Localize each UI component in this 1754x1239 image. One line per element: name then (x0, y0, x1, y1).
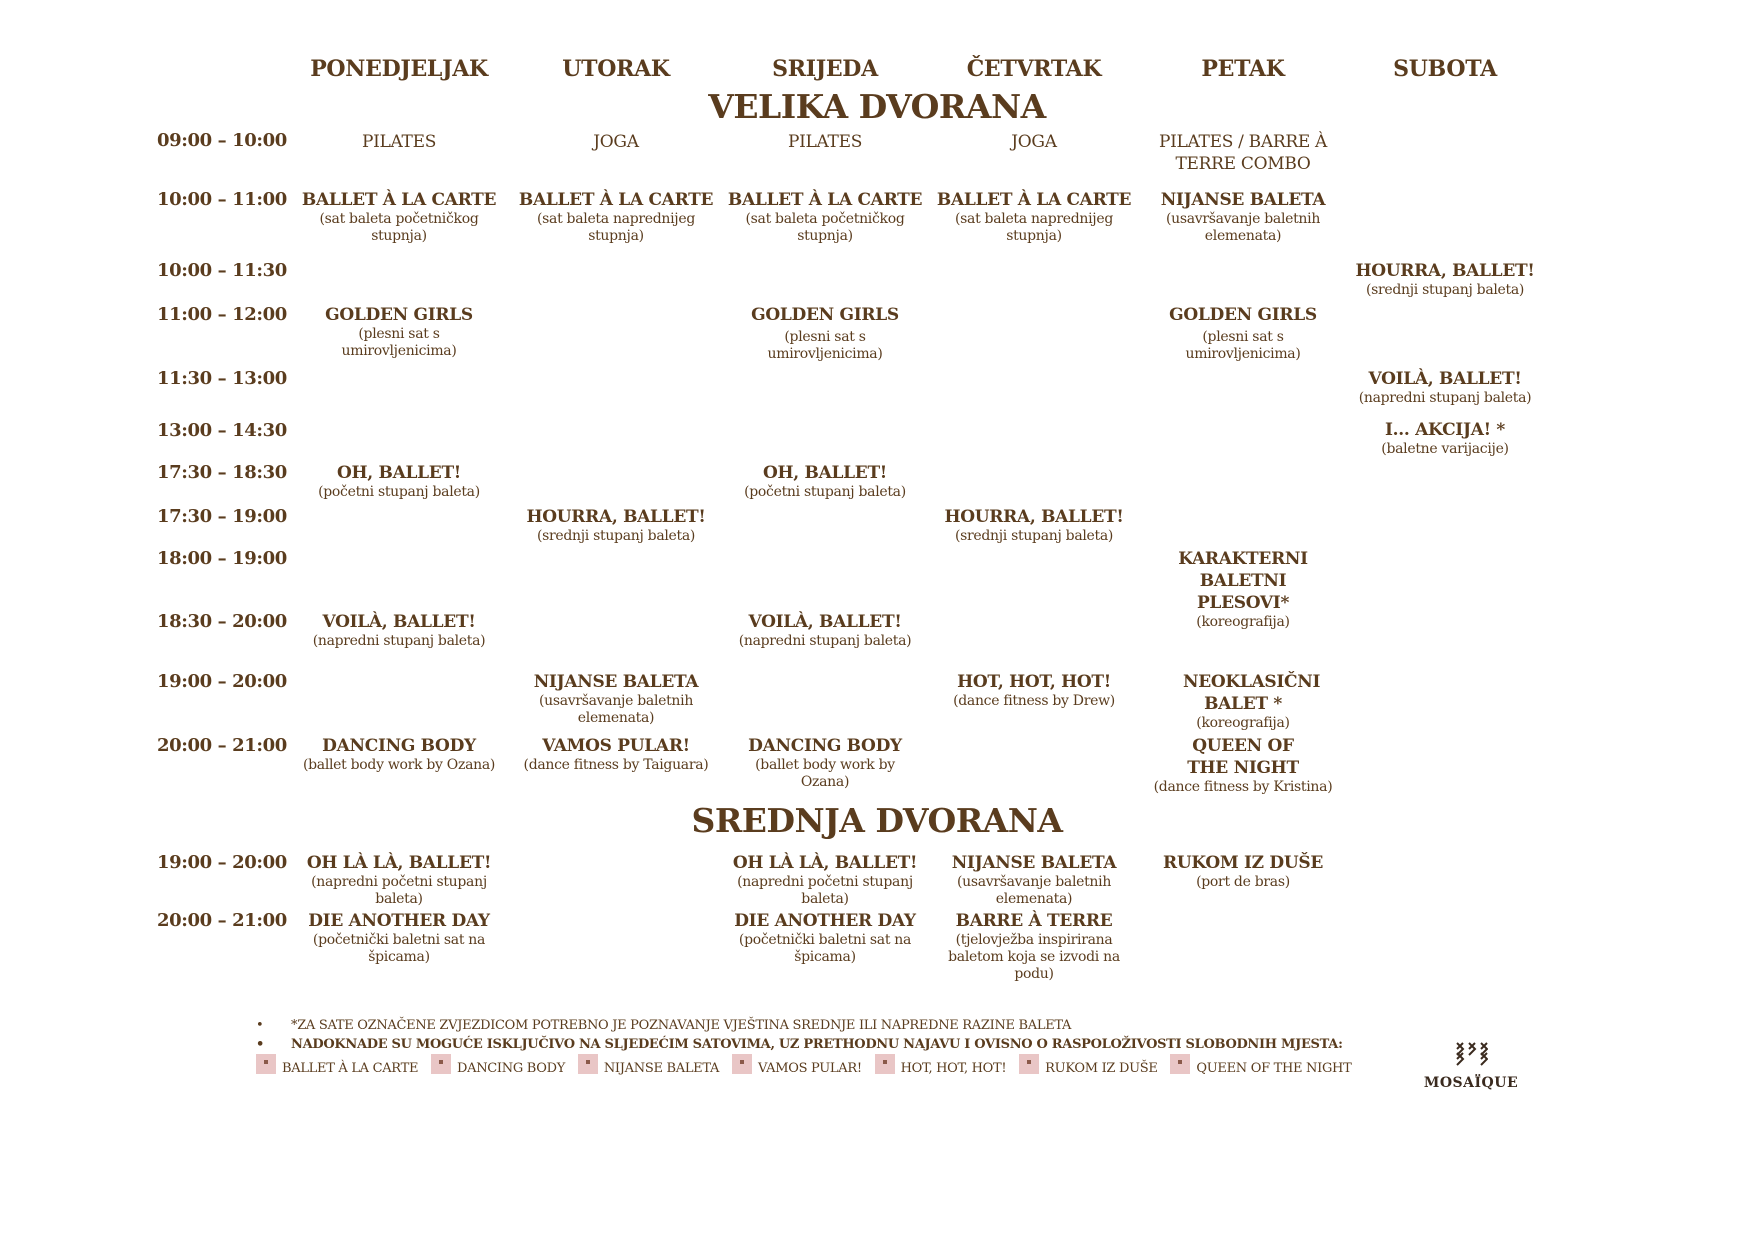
time-slot: 11:30 – 13:00 (157, 368, 287, 389)
class-cell: JOGA (593, 132, 639, 152)
class-cell: BALLET À LA CARTE (sat baleta naprednijeg stupnja) (936, 190, 1132, 244)
class-cell: PILATES (787, 132, 863, 152)
class-cell: OH LÀ LÀ, BALLET! (napredni početni stupanj baleta) (732, 853, 918, 907)
class-cell: QUEEN OF THE NIGHT (dance fitness by Kristina) (1153, 736, 1333, 795)
class-cell: BALLET À LA CARTE (sat baleta početničkog stupnja) (301, 190, 497, 244)
hall-title-velika: VELIKA DVORANA (708, 87, 1046, 126)
footnote-star: • *ZA SATE OZNAČENE ZVJEZDICOM POTREBNO JE POZNAVANJE VJEŠTINA SREDNJE ILI NAPREDNE RAZINE BALETA (256, 1018, 1072, 1033)
time-slot: 18:00 – 19:00 (157, 548, 287, 569)
hall-title-srednja: SREDNJA DVORANA (691, 801, 1063, 840)
time-slot: 20:00 – 21:00 (157, 735, 287, 756)
class-cell: DIE ANOTHER DAY (početnički baletni sat na špicama) (734, 911, 916, 965)
list-item: BALLET À LA CARTE (256, 1058, 418, 1078)
list-item: DANCING BODY (431, 1058, 565, 1078)
class-cell: VOILÀ, BALLET! (napredni stupanj baleta) (1358, 369, 1532, 406)
class-cell: BALLET À LA CARTE (sat baleta naprednijeg stupnja) (518, 190, 714, 244)
time-slot: 13:00 – 14:30 (157, 420, 287, 441)
class-cell: PILATES (361, 132, 437, 152)
mosaique-small-icon (256, 1054, 276, 1074)
class-cell: VOILÀ, BALLET! (napredni stupanj baleta) (312, 612, 486, 649)
class-cell: BARRE À TERRE (tjelovježba inspirirana baletom koja se izvodi na podu) (948, 911, 1120, 982)
class-cell: KARAKTERNI BALETNI PLESOVI* (koreografija) (1178, 549, 1308, 630)
class-cell: GOLDEN GIRLS (plesni sat s umirovljenicima) (1169, 305, 1317, 362)
class-cell: VOILÀ, BALLET! (napredni stupanj baleta) (738, 612, 912, 649)
list-item: QUEEN OF THE NIGHT (1170, 1058, 1351, 1078)
day-header-monday: PONEDJELJAK (310, 56, 488, 82)
day-header-tuesday: UTORAK (562, 56, 670, 82)
time-slot: 10:00 – 11:30 (157, 260, 287, 281)
list-item: HOT, HOT, HOT! (875, 1058, 1007, 1078)
time-slot: 17:30 – 19:00 (157, 506, 287, 527)
mosaique-small-icon (732, 1054, 752, 1074)
class-cell: OH, BALLET! (početni stupanj baleta) (318, 463, 480, 500)
class-cell: PILATES / BARRE À TERRE COMBO (1158, 132, 1328, 174)
time-slot: 09:00 – 10:00 (157, 130, 287, 151)
class-cell: BALLET À LA CARTE (sat baleta početničkog stupnja) (727, 190, 923, 244)
time-slot: 17:30 – 18:30 (157, 462, 287, 483)
class-cell: NIJANSE BALETA (usavršavanje baletnih elemenata) (951, 853, 1117, 907)
class-cell: OH, BALLET! (početni stupanj baleta) (744, 463, 906, 500)
mosaique-small-icon (1170, 1054, 1190, 1074)
mosaique-small-icon (875, 1054, 895, 1074)
class-cell: NEOKLASIČNI BALET * (koreografija) (1183, 672, 1321, 731)
brand-logo (1416, 1040, 1526, 1091)
makeup-class-list (256, 1058, 1360, 1082)
class-cell: DANCING BODY (ballet body work by Ozana) (748, 736, 902, 790)
class-cell: RUKOM IZ DUŠE (port de bras) (1163, 853, 1323, 890)
time-slot: 20:00 – 21:00 (157, 910, 287, 931)
class-cell: HOURRA, BALLET! (srednji stupanj baleta) (1355, 261, 1535, 298)
class-cell: HOT, HOT, HOT! (dance fitness by Drew) (953, 672, 1115, 709)
class-cell: NIJANSE BALETA (usavršavanje baletnih elemenata) (533, 672, 699, 726)
class-cell: HOURRA, BALLET! (srednji stupanj baleta) (526, 507, 706, 544)
day-header-saturday: SUBOTA (1393, 56, 1497, 82)
class-cell: HOURRA, BALLET! (srednji stupanj baleta) (944, 507, 1124, 544)
mosaique-small-icon (578, 1054, 598, 1074)
class-cell: GOLDEN GIRLS (plesni sat s umirovljenicima) (751, 305, 899, 362)
day-header-wednesday: SRIJEDA (772, 56, 878, 82)
class-cell: OH LÀ LÀ, BALLET! (napredni početni stupanj baleta) (306, 853, 492, 907)
mosaique-small-icon (1019, 1054, 1039, 1074)
class-cell: VAMOS PULAR! (dance fitness by Taiguara) (523, 736, 709, 773)
class-cell: JOGA (1011, 132, 1057, 152)
footnote-makeup: • NADOKNADE SU MOGUĆE ISKLJUČIVO NA SLJEDEĆIM SATOVIMA, UZ PRETHODNU NAJAVU I OVISNO O RASPOLOŽIVOSTI SLOBODNIH MJESTA: (256, 1037, 1343, 1052)
mosaique-small-icon (431, 1054, 451, 1074)
mosaique-logo-icon (1416, 1040, 1526, 1073)
class-cell: DIE ANOTHER DAY (početnički baletni sat na špicama) (308, 911, 490, 965)
time-slot: 19:00 – 20:00 (157, 852, 287, 873)
time-slot: 19:00 – 20:00 (157, 671, 287, 692)
footnotes (256, 1016, 1343, 1054)
day-header-thursday: ČETVRTAK (966, 56, 1102, 82)
day-header-friday: PETAK (1201, 56, 1285, 82)
class-cell: I... AKCIJA! * (baletne varijacije) (1381, 420, 1509, 457)
brand-name: MOSAÏQUE (1423, 1075, 1519, 1091)
time-slot: 18:30 – 20:00 (157, 611, 287, 632)
list-item: NIJANSE BALETA (578, 1058, 719, 1078)
class-cell: DANCING BODY (ballet body work by Ozana) (302, 736, 496, 773)
time-slot: 10:00 – 11:00 (157, 189, 287, 210)
class-cell: NIJANSE BALETA (usavršavanje baletnih elemenata) (1160, 190, 1326, 244)
list-item: VAMOS PULAR! (732, 1058, 862, 1078)
list-item: RUKOM IZ DUŠE (1019, 1058, 1157, 1078)
time-slot: 11:00 – 12:00 (157, 304, 287, 325)
class-cell: GOLDEN GIRLS (plesni sat s umirovljenicima) (325, 305, 473, 359)
